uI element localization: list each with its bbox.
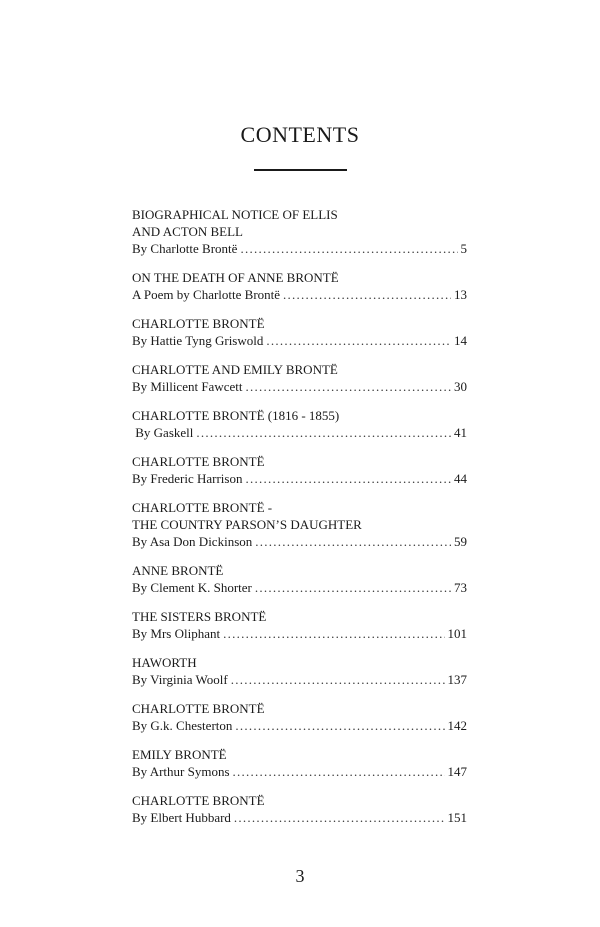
dot-leader: [255, 579, 451, 596]
entry-byline: [132, 671, 467, 688]
entry-page-number: 147: [447, 764, 467, 779]
contents-entry[interactable]: [132, 361, 467, 395]
contents-entry[interactable]: [132, 206, 467, 257]
entry-page-number: 137: [447, 672, 467, 687]
dot-leader: [245, 378, 451, 395]
entry-author: By Arthur Symons: [132, 764, 230, 779]
entry-page-number: 14: [454, 333, 467, 348]
contents-entry[interactable]: [132, 654, 467, 688]
dot-leader: [283, 286, 451, 303]
entry-byline: [132, 625, 467, 642]
entry-byline: [132, 332, 467, 349]
entry-page-number: 73: [454, 580, 467, 595]
entry-heading: ANNE BRONTË: [132, 563, 224, 578]
entry-author: By Hattie Tyng Griswold: [132, 333, 264, 348]
entry-page-number: 142: [447, 718, 467, 733]
entry-byline: [132, 424, 467, 441]
contents-entry[interactable]: [132, 315, 467, 349]
entry-page-number: 151: [447, 810, 467, 825]
dot-leader: [240, 240, 457, 257]
dot-leader: [231, 671, 445, 688]
entry-author: By Asa Don Dickinson: [132, 534, 253, 549]
entry-byline: [132, 763, 467, 780]
entry-page-number: 5: [460, 241, 467, 256]
entry-byline: [132, 378, 467, 395]
entry-heading: CHARLOTTE BRONTË -: [132, 500, 273, 515]
entry-page-number: 101: [447, 626, 467, 641]
entry-author: By G.k. Chesterton: [132, 718, 233, 733]
entry-byline: [132, 717, 467, 734]
entry-author: A Poem by Charlotte Brontë: [132, 287, 281, 302]
entry-author: By Gaskell: [132, 425, 194, 440]
entry-author: By Virginia Woolf: [132, 672, 228, 687]
entry-heading: EMILY BRONTË: [132, 747, 227, 762]
entry-heading: ON THE DEATH OF ANNE BRONTË: [132, 270, 339, 285]
entry-heading: THE COUNTRY PARSON’S DAUGHTER: [132, 517, 362, 532]
page-number: 3: [295, 866, 305, 886]
entry-author: By Mrs Oliphant: [132, 626, 221, 641]
entry-author: By Clement K. Shorter: [132, 580, 252, 595]
entry-page-number: 44: [454, 471, 467, 486]
dot-leader: [196, 424, 451, 441]
contents-entry[interactable]: [132, 269, 467, 303]
entry-byline: [132, 470, 467, 487]
entry-byline: [132, 240, 467, 257]
dot-leader: [245, 470, 451, 487]
title-divider: [254, 169, 347, 171]
contents-entry[interactable]: [132, 792, 467, 826]
contents-entry[interactable]: [132, 407, 467, 441]
entry-heading: CHARLOTTE BRONTË: [132, 316, 265, 331]
contents-entry[interactable]: [132, 700, 467, 734]
contents-entry[interactable]: [132, 499, 467, 550]
entry-author: By Millicent Fawcett: [132, 379, 243, 394]
entry-heading: CHARLOTTE BRONTË: [132, 793, 265, 808]
dot-leader: [234, 809, 445, 826]
contents-entry[interactable]: [132, 608, 467, 642]
entry-byline: [132, 579, 467, 596]
entry-page-number: 59: [454, 534, 467, 549]
dot-leader: [266, 332, 451, 349]
contents-entry[interactable]: [132, 746, 467, 780]
entry-author: By Charlotte Brontë: [132, 241, 238, 256]
contents-entry[interactable]: [132, 453, 467, 487]
dot-leader: [255, 533, 451, 550]
entry-author: By Frederic Harrison: [132, 471, 243, 486]
entry-heading: HAWORTH: [132, 655, 197, 670]
contents-list: [132, 206, 467, 838]
dot-leader: [233, 763, 445, 780]
entry-heading: THE SISTERS BRONTË: [132, 609, 267, 624]
dot-leader: [223, 625, 444, 642]
entry-page-number: 41: [454, 425, 467, 440]
contents-entry[interactable]: [132, 562, 467, 596]
entry-heading: BIOGRAPHICAL NOTICE OF ELLIS: [132, 207, 338, 222]
entry-author: By Elbert Hubbard: [132, 810, 231, 825]
entry-heading: AND ACTON BELL: [132, 224, 243, 239]
entry-byline: [132, 286, 467, 303]
dot-leader: [235, 717, 444, 734]
entry-heading: CHARLOTTE BRONTË: [132, 701, 265, 716]
entry-byline: [132, 809, 467, 826]
entry-heading: CHARLOTTE BRONTË: [132, 454, 265, 469]
page-title: CONTENTS: [240, 122, 360, 147]
entry-byline: [132, 533, 467, 550]
entry-page-number: 30: [454, 379, 467, 394]
entry-heading: CHARLOTTE BRONTË (1816 - 1855): [132, 408, 340, 423]
entry-page-number: 13: [454, 287, 467, 302]
entry-heading: CHARLOTTE AND EMILY BRONTË: [132, 362, 338, 377]
